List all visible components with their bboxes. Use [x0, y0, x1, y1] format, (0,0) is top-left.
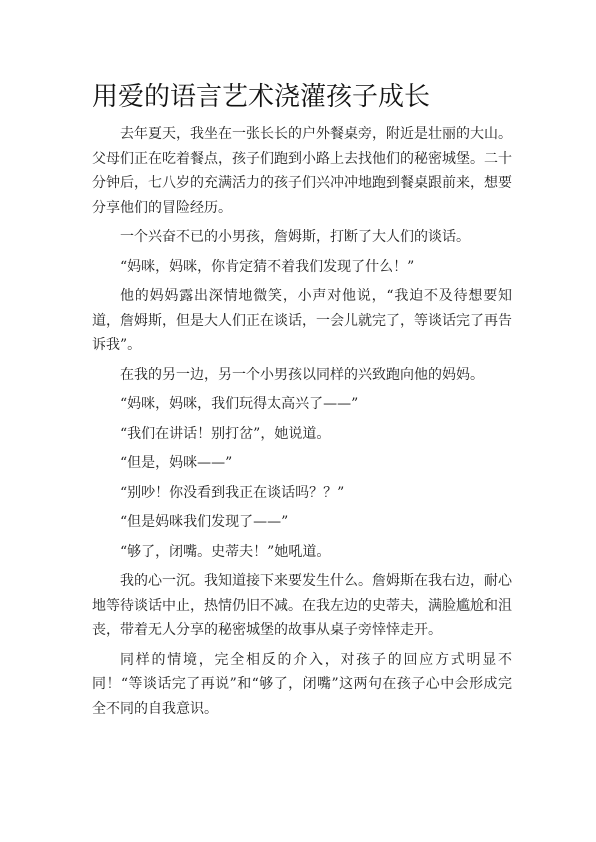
paragraph-7: “我们在讲话！别打岔”，她说道。 — [120, 425, 331, 442]
paragraph-3: “妈咪，妈咪，你肯定猜不着我们发现了什么！” — [120, 258, 415, 275]
paragraph-5: 在我的另一边，另一个小男孩以同样的兴致跑向他的妈妈。 — [120, 366, 484, 383]
paragraph-12: 我的心一沉。我知道接下来要发生什么。詹姆斯在我右边，耐心地等待谈话中止，热情仍旧不减。在我左边的史蒂夫，满脸尴尬和沮丧，带着无人分享的秘密城堡的故事从桌子旁悻悻走开。 — [92, 573, 512, 638]
paragraph-10: “但是妈咪我们发现了——” — [120, 514, 289, 530]
paragraph-1: 去年夏天，我坐在一张长长的户外餐桌旁，附近是壮丽的大山。父母们正在吃着餐点，孩子们跑到小路上去找他们的秘密城堡。二十分钟后，七八岁的充满活力的孩子们兴冲冲地跑到餐桌跟前来，想要分享他们的冒险经历。 — [92, 126, 512, 216]
paragraph-6: “妈咪，妈咪，我们玩得太高兴了——” — [120, 396, 359, 412]
paragraph-2: 一个兴奋不已的小男孩，詹姆斯，打断了大人们的谈话。 — [120, 229, 470, 245]
document-title: 用爱的语言艺术浇灌孩子成长 — [92, 82, 431, 112]
paragraph-4: 他的妈妈露出深情地微笑，小声对他说，“我迫不及待想要知道，詹姆斯，但是大人们正在谈话，一会儿就完了，等谈话完了再告诉我”。 — [92, 288, 512, 353]
document-body — [92, 122, 512, 726]
paragraph-11: “够了，闭嘴。史蒂夫！”她吼道。 — [120, 543, 331, 560]
paragraph-13: 同样的情境，完全相反的介入，对孩子的回应方式明显不同！“等谈话完了再说”和“够了，闭嘴”这两句在孩子心中会形成完全不同的自我意识。 — [92, 651, 512, 717]
paragraph-8: “但是，妈咪——” — [120, 455, 233, 471]
paragraph-9: “别吵！你没看到我正在谈话吗？？” — [120, 484, 345, 501]
